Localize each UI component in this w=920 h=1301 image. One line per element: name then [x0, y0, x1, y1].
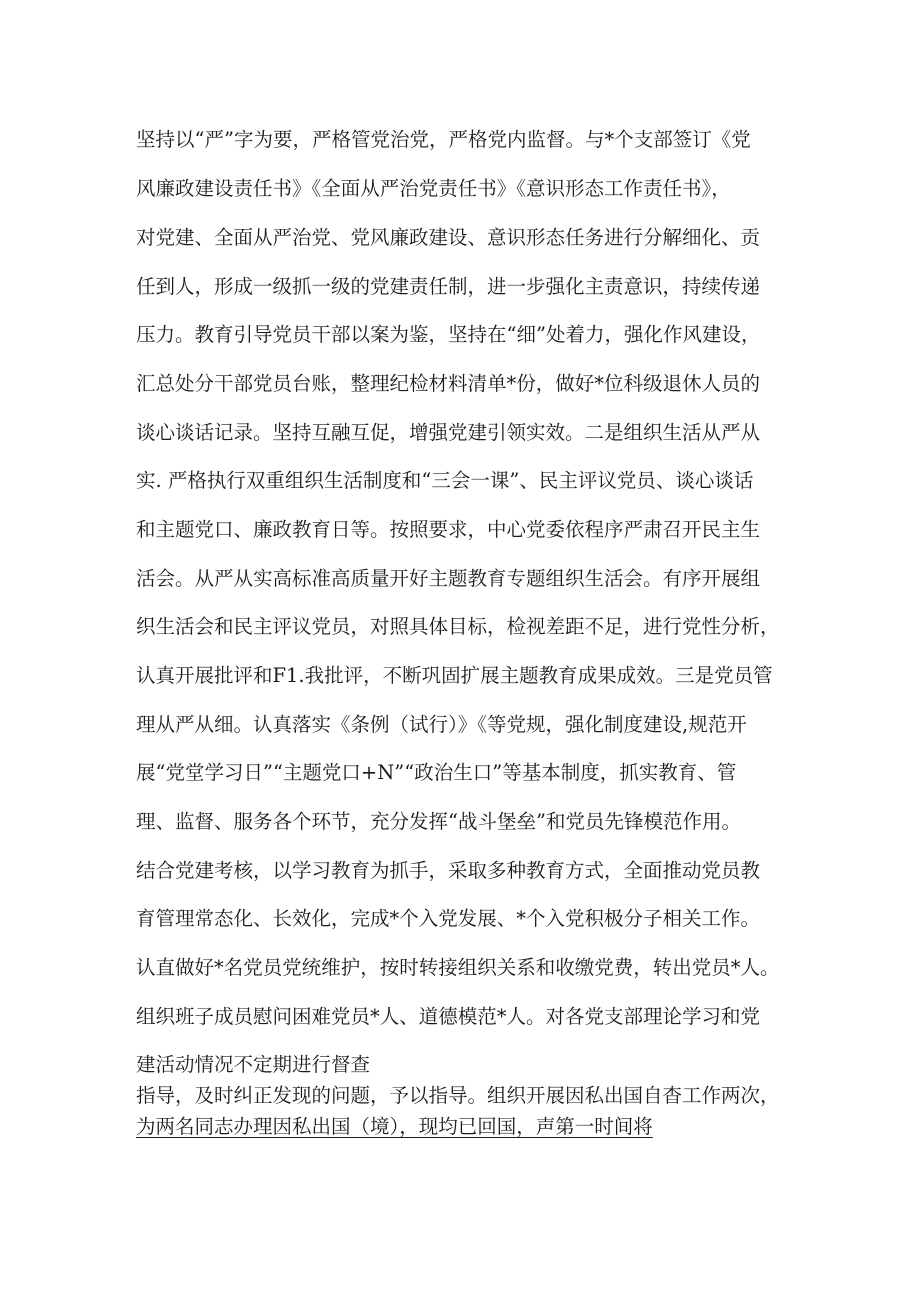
text-line-13: 理从严从细。认真落实《条例（试行）》《等党规，强化制度建设,规范开: [136, 713, 747, 736]
text-line-8: 实. 严格执行双重组织生活制度和“三会一课”、民主评议党员、谈心谈话: [136, 469, 754, 492]
text-line-7: 谈心谈话记录。坚持互融互促，增强党建引领实效。二是组织生活从严从: [136, 421, 761, 444]
text-line-4: 任到人，形成一级抓一级的党建责任制，进一步强化主责意识，持续传递: [136, 275, 761, 298]
text-line-22: [136, 1114, 653, 1140]
text-line-15: 理、监督、服务各个环节，充分发挥“战斗堡垒”和党员先锋模范作用。: [136, 810, 741, 833]
text-line-3: 对党建、全面从严治党、党风廉政建设、意识形态任务进行分解细化、贡: [136, 226, 761, 249]
text-line-11: 织生活会和民主评议党员，对照具体目标，检视差距不足，进行党性分析，: [136, 615, 780, 638]
text-line-6: 汇总处分干部党员台账，整理纪检材料清单*份，做好*位科级退休人员的: [136, 372, 761, 395]
text-line-14: 展“党堂学习日”“主题党口+N”“政治生口”等基本制度，抓实教育、管: [136, 761, 737, 784]
text-line-20: 建活动情况不定期进行督查: [136, 1053, 371, 1076]
text-line-1: 坚持以“严”字为要，严格管党治党，严格党内监督。与*个支部签订《党: [136, 128, 751, 151]
text-line-10: 活会。从严从实高标准高质量开好主题教育专题组织生活会。有序开展组: [136, 567, 761, 590]
text-line-16: 结合党建考核，以学习教育为抓手，采取多种教育方式，全面推动党员教: [136, 859, 761, 882]
text-line-9: 和主题党口、廉政教育日等。按照要求，中心党委依程序严肃召开民主生: [136, 518, 761, 541]
text-line-2: 风廉政建设责任书》《全面从严治党责任书》《意识形态工作责任书》，: [136, 177, 731, 200]
underlined-text: 为两名同志办理因私出国（境），现均已回国，声第一时间将: [136, 1115, 653, 1138]
text-line-5: 压力。教育引导党员干部以案为鉴，坚持在“细”处着力，强化作风建设，: [136, 323, 761, 346]
text-line-12: 认真开展批评和F1.我批评，不断巩固扩展主题教育成果成效。三是党员管: [136, 664, 773, 687]
text-line-19: 组织班子成员慰问困难党员*人、道德模范*人。对各党支部理论学习和党: [136, 1005, 761, 1028]
text-line-21: 指导，及时纠正发现的问题，予以指导。组织开展因私出国自杳工作两次，: [136, 1084, 780, 1107]
text-line-17: 育管理常态化、长效化，完成*个入党发展、*个入党积极分子相关工作。: [136, 907, 761, 930]
text-line-18: 认直做好*名党员党统维护，按时转接组织关系和收缴党费，转出党员*人。: [136, 956, 780, 979]
